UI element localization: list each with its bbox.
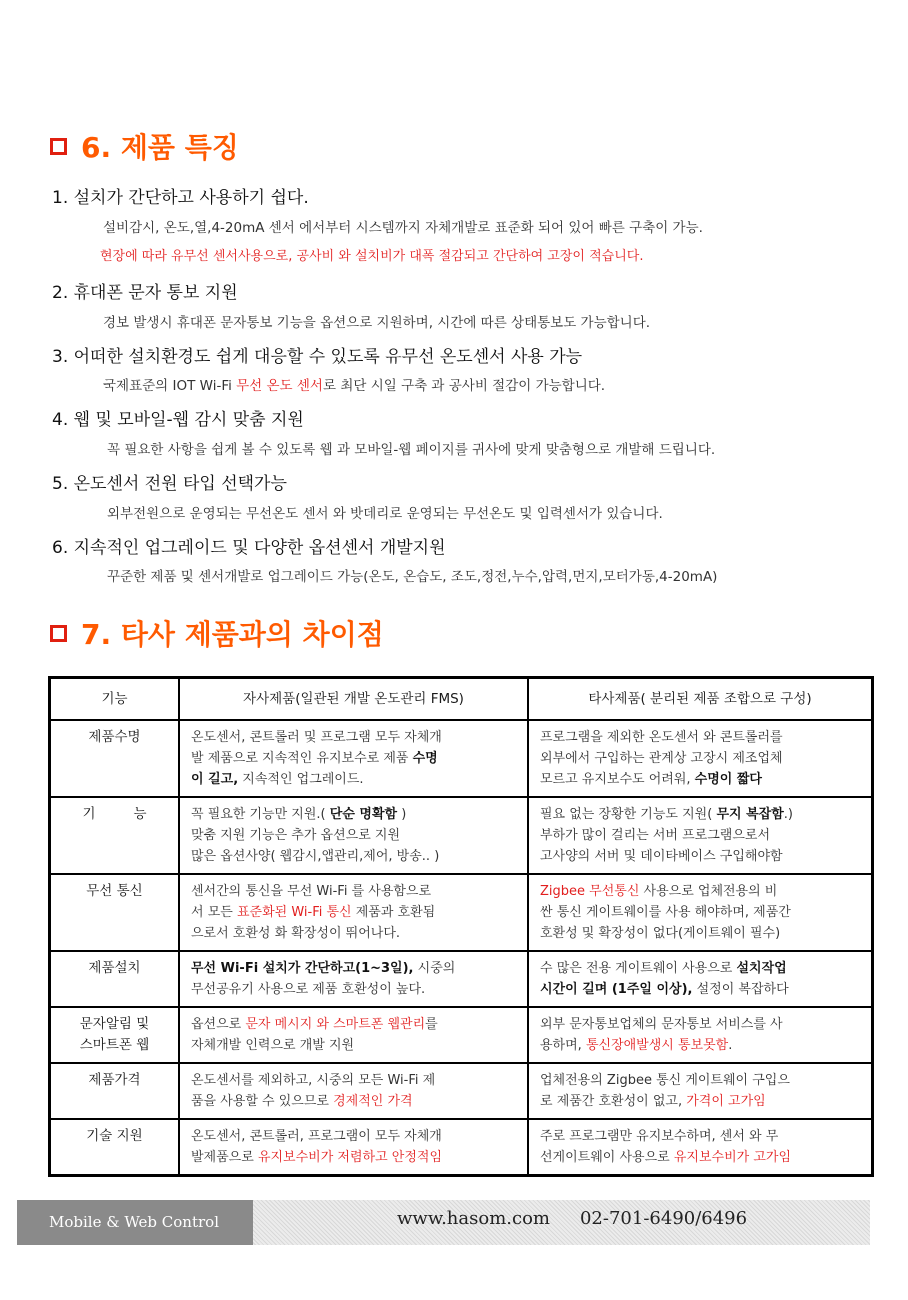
cell-line [540, 1147, 863, 1168]
page-footer [17, 1200, 870, 1245]
cell-line [540, 769, 863, 790]
cell-line: 온도센서, 콘트롤러 및 프로그램 모두 자체개 [191, 730, 442, 745]
cell-line: 많은 옵션사양( 웹감시,앱관리,제어, 방송.. ) [191, 849, 440, 864]
desc-highlight: 무선 온도 센서 [236, 378, 323, 394]
cell-highlight: 통신장애발생시 통보못함 [585, 1038, 729, 1053]
table-row [50, 874, 873, 951]
table-header-row [50, 678, 873, 721]
cell-highlight: 표준화된 Wi-Fi 통신 [236, 905, 352, 920]
row-category [50, 1007, 180, 1063]
cell-line [191, 1091, 519, 1112]
section6-title: 6. 제품 특징 [50, 126, 239, 166]
cell-bold: 수명 [412, 751, 438, 766]
cell-text: 를 [425, 1017, 438, 1032]
cell-bold: 수명이 짧다 [694, 772, 762, 787]
cell-highlight: 유지보수비가 저렴하고 안정적임 [257, 1150, 443, 1165]
cell-text: 발 제품으로 지속적인 유지보수로 제품 [191, 751, 413, 766]
cell-line: 무선공유기 사용으로 제품 호환성이 높다. [191, 982, 426, 997]
cell-line [540, 804, 863, 825]
feature-heading-4: 4. 웹 및 모바일-웹 감시 맞춤 지원 [52, 410, 304, 430]
cell-line [191, 769, 519, 790]
cell-line [191, 1147, 519, 1168]
feature-desc-3 [103, 374, 605, 394]
feature-desc-5: 외부전원으로 운영되는 무선온도 센서 와 밧데리로 운영되는 무선온도 및 입력센서가 있습니다. [107, 506, 663, 522]
cell-line: 센서간의 통신을 무선 Wi-Fi 를 사용함으로 [191, 884, 432, 899]
cell-line [191, 1014, 519, 1035]
cell-line: 온도센서를 제외하고, 시중의 모든 Wi-Fi 제 [191, 1073, 436, 1088]
cell-line: 외부 문자통보업체의 문자통보 서비스를 사 [540, 1017, 783, 1032]
ours-cell [179, 720, 528, 797]
cell-bold: 설치작업 [736, 961, 787, 976]
theirs-cell [528, 951, 873, 1007]
footer-tagline: Mobile & Web Control [17, 1200, 253, 1245]
cell-text: 발제품으로 [191, 1150, 258, 1165]
cell-bold: 단순 명확함 [329, 807, 398, 822]
cell-highlight: 가격이 고가임 [686, 1094, 766, 1109]
cell-highlight: 문자 메시지 와 스마트폰 웹관리 [245, 1017, 426, 1032]
theirs-cell [528, 720, 873, 797]
comparison-table [48, 676, 874, 1177]
cell-line: 온도센서, 콘트롤러, 프로그램이 모두 자체개 [191, 1129, 442, 1144]
header-ours: 자사제품(일관된 개발 온도관리 FMS) [179, 678, 528, 721]
cell-text: 모르고 유지보수도 어려워, [540, 772, 695, 787]
theirs-cell [528, 1119, 873, 1176]
ours-cell [179, 1063, 528, 1119]
cell-text: 꼭 필요한 기능만 지원.( [191, 807, 330, 822]
cell-highlight: 유지보수비가 고가임 [673, 1150, 792, 1165]
cell-text: 용하며, [540, 1038, 586, 1053]
feature-heading-6: 6. 지속적인 업그레이드 및 다양한 옵션센서 개발지원 [52, 538, 446, 558]
cell-line: 부하가 많이 걸리는 서버 프로그램으로서 [540, 828, 771, 843]
row-category: 제품가격 [50, 1063, 180, 1119]
category-text: 기 [82, 806, 96, 822]
cell-text: 옵션으로 [191, 1017, 246, 1032]
cell-line [540, 979, 863, 1000]
row-category: 제품설치 [50, 951, 180, 1007]
cell-line: 업체전용의 Zigbee 통신 게이트웨이 구입으 [540, 1073, 790, 1088]
cell-text: 지속적인 업그레이드. [238, 772, 364, 787]
cell-text: 수 많은 전용 게이트웨이 사용으로 [540, 961, 737, 976]
cell-line: 으로서 호환성 화 확장성이 뛰어나다. [191, 926, 401, 941]
cell-line [191, 748, 519, 769]
cell-text: ) [397, 807, 407, 822]
theirs-cell [528, 797, 873, 874]
cell-line: 고사양의 서버 및 데이타베이스 구입해야함 [540, 849, 783, 864]
feature-desc-1-highlight: 현장에 따라 유무선 센서사용으로, 공사비 와 설치비가 대폭 절감되고 간단하여 고장이 적습니다. [100, 249, 644, 264]
row-category: 제품수명 [50, 720, 180, 797]
cell-text: 시중의 [413, 961, 456, 976]
table-row [50, 797, 873, 874]
ours-cell [179, 1119, 528, 1176]
category-text: 문자알림 및 [79, 1016, 150, 1032]
table-row [50, 1063, 873, 1119]
header-theirs: 타사제품( 분리된 제품 조합으로 구성) [528, 678, 873, 721]
cell-line [540, 1091, 863, 1112]
feature-heading-2: 2. 휴대폰 문자 통보 지원 [52, 283, 238, 303]
cell-line: 호환성 및 확장성이 없다(게이트웨이 필수) [540, 926, 781, 941]
feature-heading-5: 5. 온도센서 전원 타입 선택가능 [52, 474, 287, 494]
cell-bold: 시간이 길며 (1주일 이상), [540, 982, 693, 997]
category-text: 스마트폰 웹 [79, 1037, 150, 1053]
cell-text: 사용으로 업체전용의 비 [639, 884, 778, 899]
cell-highlight: 경제적인 가격 [333, 1094, 413, 1109]
cell-highlight: Zigbee 무선통신 [540, 884, 640, 899]
cell-line [540, 1035, 863, 1056]
cell-bold: 무선 Wi-Fi 설치가 간단하고(1~3일), [191, 961, 414, 976]
cell-line [191, 958, 519, 979]
cell-line: 싼 통신 게이트웨이를 사용 해야하며, 제품간 [540, 905, 791, 920]
feature-desc-1: 설비감시, 온도,열,4-20mA 센서 에서부터 시스템까지 자체개발로 표준화 되어 있어 빠른 구축이 가능. [103, 220, 703, 236]
checkbox-icon [50, 138, 67, 155]
cell-text: 로 제품간 호환성이 없고, [540, 1094, 687, 1109]
footer-url[interactable]: www.hasom.com [397, 1208, 550, 1229]
cell-line: 프로그램을 제외한 온도센서 와 콘트롤러를 [540, 730, 783, 745]
feature-heading-1: 1. 설치가 간단하고 사용하기 쉽다. [52, 188, 309, 208]
feature-desc-4: 꼭 필요한 사항을 쉽게 볼 수 있도록 웹 과 모바일-웹 페이지를 귀사에 맞게 맞춤형으로 개발해 드립니다. [107, 442, 716, 458]
cell-text: 필요 없는 장황한 기능도 지원( [540, 807, 717, 822]
cell-text: .) [783, 807, 793, 822]
row-category: 무선 통신 [50, 874, 180, 951]
cell-text: 선게이트웨이 사용으로 [540, 1150, 674, 1165]
theirs-cell [528, 1063, 873, 1119]
cell-text: . [728, 1038, 733, 1053]
cell-line: 자체개발 인력으로 개발 지원 [191, 1038, 355, 1053]
theirs-cell [528, 1007, 873, 1063]
cell-line [191, 804, 519, 825]
cell-text: 서 모든 [191, 905, 237, 920]
cell-line [540, 958, 863, 979]
header-feature: 기능 [50, 678, 180, 721]
cell-text: 제품과 호환됨 [351, 905, 436, 920]
cell-bold: 무지 복잡함 [716, 807, 784, 822]
feature-desc-2: 경보 발생시 휴대폰 문자통보 기능을 옵션으로 지원하며, 시간에 따른 상태통보도 가능합니다. [103, 315, 651, 331]
ours-cell [179, 797, 528, 874]
ours-cell [179, 1007, 528, 1063]
desc-text: 국제표준의 IOT Wi-Fi [103, 378, 237, 394]
cell-text: 품을 사용할 수 있으므로 [191, 1094, 334, 1109]
cell-bold: 이 길고, [191, 772, 239, 787]
table-row [50, 1119, 873, 1176]
section7-title: 7. 타사 제품과의 차이점 [50, 613, 384, 653]
feature-heading-3: 3. 어떠한 설치환경도 쉽게 대응할 수 있도록 유무선 온도센서 사용 가능 [52, 347, 583, 367]
footer-phone: 02-701-6490/6496 [579, 1208, 748, 1229]
ours-cell [179, 874, 528, 951]
cell-line: 주로 프로그램만 유지보수하며, 센서 와 무 [540, 1129, 779, 1144]
footer-contact [397, 1200, 777, 1238]
cell-text: 설정이 복잡하다 [692, 982, 789, 997]
row-category: 기술 지원 [50, 1119, 180, 1176]
cell-line: 맞춤 지원 기능은 추가 옵션으로 지원 [191, 828, 401, 843]
checkbox-icon [50, 625, 67, 642]
table-row [50, 951, 873, 1007]
cell-line: 외부에서 구입하는 관계상 고장시 제조업체 [540, 751, 783, 766]
table-row [50, 1007, 873, 1063]
feature-desc-6: 꾸준한 제품 및 센서개발로 업그레이드 가능(온도, 온습도, 조도,정전,누수,압력,먼지,모터가동,4-20mA) [107, 569, 718, 585]
table-row [50, 720, 873, 797]
desc-text: 로 최단 시일 구축 과 공사비 절감이 가능합니다. [322, 378, 606, 394]
row-category [50, 797, 180, 874]
theirs-cell [528, 874, 873, 951]
cell-line [191, 902, 519, 923]
category-text: 능 [133, 806, 147, 822]
cell-line [540, 881, 863, 902]
ours-cell [179, 951, 528, 1007]
